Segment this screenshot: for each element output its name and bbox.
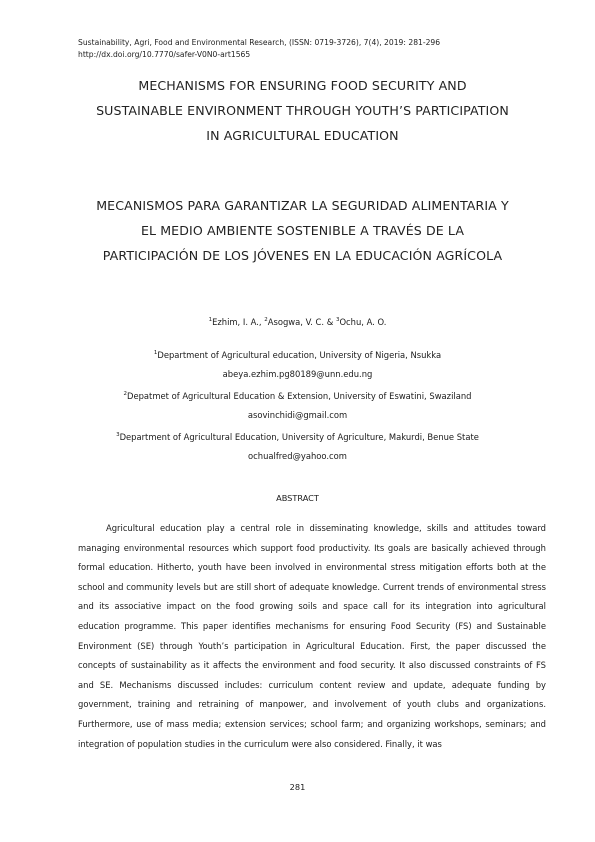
title-spanish-line: EL MEDIO AMBIENTE SOSTENIBLE A TRAVÉS DE LA (140, 223, 465, 238)
affiliation-text: Department of Agricultural Education, University of Agriculture, Makurdi, Benue State (119, 431, 479, 442)
doi-link[interactable]: http://dx.doi.org/10.7770/safer-V0N0-art1565 (78, 50, 251, 59)
affiliation-department (0, 385, 595, 406)
affiliation-department (0, 344, 595, 365)
page-number: 281 (289, 782, 306, 792)
affiliation-department (0, 426, 595, 447)
affiliation-superscript: 3 (116, 431, 120, 438)
author-name: Ezhim, I. A., (212, 317, 265, 327)
affiliations (0, 344, 595, 466)
title-english-line: IN AGRICULTURAL EDUCATION (206, 128, 399, 143)
title-spanish (60, 193, 545, 268)
author-superscript: 3 (335, 317, 340, 324)
affiliation-superscript: 2 (123, 390, 127, 397)
title-english (60, 73, 545, 148)
affiliation-email[interactable]: asovinchidi@gmail.com (247, 410, 348, 421)
affiliation-email[interactable]: ochualfred@yahoo.com (248, 450, 347, 461)
affiliation-text: Depatmet of Agricultural Education & Extension, University of Eswatini, Swaziland (127, 390, 472, 401)
author-name: Asogwa, V. C. & (267, 317, 336, 327)
author-list (0, 317, 595, 327)
author-superscript: 2 (264, 317, 268, 324)
author-superscript: 1 (208, 317, 213, 324)
author-name: Ochu, A. O. (339, 317, 387, 327)
affiliation-email[interactable]: abeya.ezhim.pg80189@unn.edu.ng (222, 369, 373, 380)
journal-citation (78, 37, 440, 61)
title-english-line: MECHANISMS FOR ENSURING FOOD SECURITY AND (138, 78, 467, 93)
abstract-body: Agricultural education play a central role in disseminating knowledge, skills and attitudes toward managing environmental resources which support food productivity. Its goals are basically achieved through formal education. Hitherto, youth have been involved in environmental stress mitigation efforts both at the school and community levels but are still short of adequate knowledge. Current trends of environmental stress and its associative impact on the food growing soils and space call for its integration into agricultural education programme. This paper identifies mechanisms for ensuring Food Security (FS) and Sustainable Environment (SE) through Youth’s participation in Agricultural Education. First, the paper discussed the concepts of sustainability as it affects the environment and food security. It also discussed constraints of FS and SE. Mechanisms discussed includes: curriculum content review and update, adequate funding by government, training and retraining of manpower, and involvement of youth clubs and organizations. Furthermore, use of mass media; extension services; school farm; and organizing workshops, seminars; and integration of population studies in the curriculum were also considered. Finally, it was (78, 523, 546, 749)
affiliation-text: Department of Agricultural education, University of Nigeria, Nsukka (157, 349, 442, 360)
title-spanish-line: PARTICIPACIÓN DE LOS JÓVENES EN LA EDUCACIÓN AGRÍCOLA (102, 248, 503, 263)
affiliation-superscript: 1 (153, 350, 158, 356)
journal-citation-line: Sustainability, Agri, Food and Environmental Research, (ISSN: 0719-3726), 7(4), 2019: 281-296 (78, 38, 441, 47)
abstract-heading: ABSTRACT (276, 493, 319, 503)
title-spanish-line: MECANISMOS PARA GARANTIZAR LA SEGURIDAD ALIMENTARIA Y (96, 198, 509, 213)
title-english-line: SUSTAINABLE ENVIRONMENT THROUGH YOUTH’S PARTICIPATION (96, 103, 509, 118)
